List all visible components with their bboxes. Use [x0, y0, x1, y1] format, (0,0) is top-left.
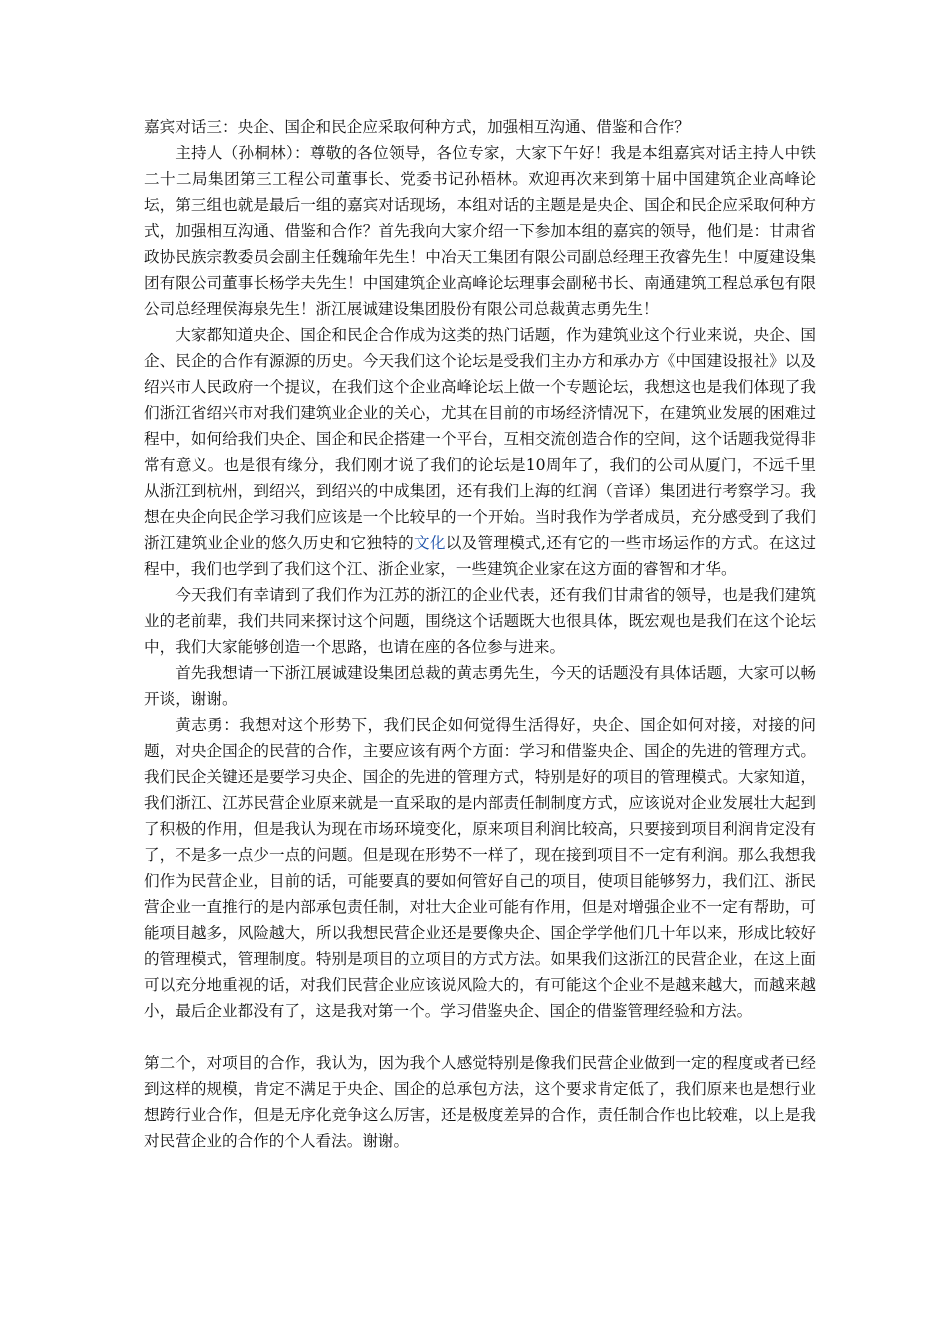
paragraph-invite-speaker: 首先我想请一下浙江展诚建设集团总裁的黄志勇先生，今天的话题没有具体话题，大家可以畅开谈，谢谢。	[144, 664, 816, 708]
paragraph-text-after-link: 以及管理模式,还有它的一些市场运作的方式。在这过程中，我们也学到了我们这个江、浙企业家，一些建筑企业家在这方面的睿智和才华。	[144, 534, 816, 578]
paragraph-spacer	[144, 1024, 816, 1050]
paragraph-huang-zhiyong-second: 第二个，对项目的合作，我认为，因为我个人感觉特别是像我们民营企业做到一定的程度或者已经到这样的规模，肯定不满足于央企、国企的总承包方法，这个要求肯定低了，我们原来也是想行业想跨行业合作，但是无序化竞争这么厉害，还是极度差异的合作，责任制合作也比较难，以上是我对民营企业的合作的个人看法。谢谢。	[144, 1054, 816, 1150]
paragraph-host-topic	[144, 322, 816, 582]
document-title: 嘉宾对话三：央企、国企和民企应采取何种方式，加强相互沟通、借鉴和合作？	[144, 118, 690, 136]
document-page	[144, 114, 816, 1154]
paragraph-guests: 今天我们有幸请到了我们作为江苏的浙江的企业代表，还有我们甘肃省的领导，也是我们建筑业的老前辈，我们共同来探讨这个问题，围绕这个话题既大也很具体，既宏观也是我们在这个论坛中，我们大家能够创造一个思路，也请在座的各位参与进来。	[144, 586, 816, 656]
paragraph-host-intro: 主持人（孙桐林）：尊敬的各位领导，各位专家，大家下午好！我是本组嘉宾对话主持人中铁二十二局集团第三工程公司董事长、党委书记孙梧林。欢迎再次来到第十届中国建筑企业高峰论坛，第三组也就是最后一组的嘉宾对话现场，本组对话的主题是是央企、国企和民企应采取何种方式，加强相互沟通、借鉴和合作？首先我向大家介绍一下参加本组的嘉宾的领导，他们是：甘肃省政协民族宗教委员会副主任魏瑜年先生！中冶天工集团有限公司副总经理王孜睿先生！中厦建设集团有限公司董事长杨学夫先生！中国建筑企业高峰论坛理事会副秘书长、南通建筑工程总承包有限公司总经理侯海泉先生！浙江展诚建设集团股份有限公司总裁黄志勇先生！	[144, 144, 816, 318]
paragraph-text-before-link: 大家都知道央企、国企和民企合作成为这类的热门话题，作为建筑业这个行业来说，央企、国企、民企的合作有源源的历史。今天我们这个论坛是受我们主办方和承办方《中国建设报社》以及绍兴市人民政府一个提议，在我们这个企业高峰论坛上做一个专题论坛，我想这也是我们体现了我们浙江省绍兴市对我们建筑业企业的关心，尤其在目前的市场经济情况下，在建筑业发展的困难过程中，如何给我们央企、国企和民企搭建一个平台，互相交流创造合作的空间，这个话题我觉得非常有意义。也是很有缘分，我们刚才说了我们的论坛是10周年了，我们的公司从厦门，不远千里从浙江到杭州，到绍兴，到绍兴的中成集团，还有我们上海的红润（音译）集团进行考察学习。我想在央企向民企学习我们应该是一个比较早的一个开始。当时我作为学者成员，充分感受到了我们浙江建筑业企业的悠久历史和它独特的	[144, 326, 816, 552]
culture-link[interactable]: 文化	[413, 534, 446, 552]
paragraph-huang-zhiyong-first: 黄志勇：我想对这个形势下，我们民企如何觉得生活得好，央企、国企如何对接，对接的问题，对央企国企的民营的合作，主要应该有两个方面：学习和借鉴央企、国企的先进的管理方式。我们民企关键还是要学习央企、国企的先进的管理方式，特别是好的项目的管理模式。大家知道，我们浙江、江苏民营企业原来就是一直采取的是内部责任制制度方式，应该说对企业发展壮大起到了积极的作用，但是我认为现在市场环境变化，原来项目利润比较高，只要接到项目利润肯定没有了，不是多一点少一点的问题。但是现在形势不一样了，现在接到项目不一定有利润。那么我想我们作为民营企业，目前的话，可能要真的要如何管好自己的项目，使项目能够努力，我们江、浙民营企业一直推行的是内部承包责任制，对壮大企业可能有作用，但是对增强企业不一定有帮助，可能项目越多，风险越大，所以我想民营企业还是要像央企、国企学学他们几十年以来，形成比较好的管理模式，管理制度。特别是项目的立项目的方式方法。如果我们这浙江的民营企业，在这上面可以充分地重视的话，对我们民营企业应该说风险大的，有可能这个企业不是越来越大，而越来越小，最后企业都没有了，这是我对第一个。学习借鉴央企、国企的借鉴管理经验和方法。	[144, 716, 816, 1020]
